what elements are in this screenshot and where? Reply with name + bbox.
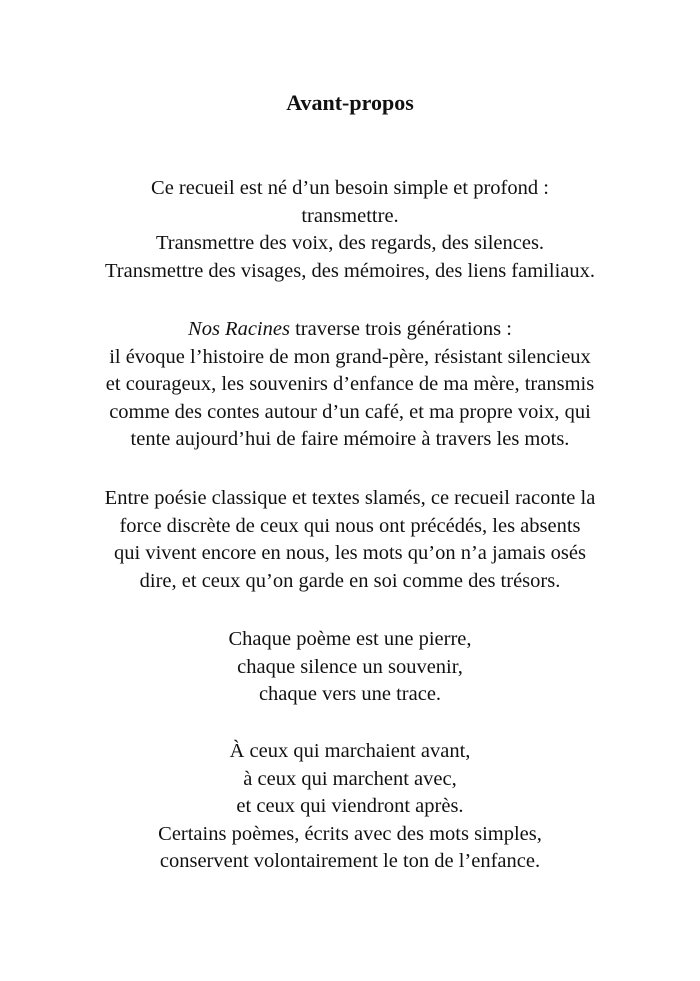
text-line: tente aujourd’hui de faire mémoire à travers les mots. <box>130 428 570 451</box>
text-line: force discrète de ceux qui nous ont précédés, les absents <box>119 514 581 537</box>
text-line: qui vivent encore en nous, les mots qu’on n’a jamais osés <box>114 542 586 565</box>
book-title: Nos Racines <box>188 318 290 340</box>
paragraph-1 <box>0 175 700 285</box>
text-line: Transmettre des visages, des mémoires, des liens familiaux. <box>104 259 595 282</box>
text-line: comme des contes autour d’un café, et ma propre voix, qui <box>109 400 591 423</box>
text-line: Ce recueil est né d’un besoin simple et profond : <box>151 177 549 199</box>
paragraph-3 <box>0 485 700 595</box>
text-line: il évoque l’histoire de mon grand-père, résistant silencieux <box>109 345 591 368</box>
paragraph-2 <box>0 316 700 454</box>
paragraph-5 <box>0 738 700 876</box>
text-line: dire, et ceux qu’on garde en soi comme des trésors. <box>139 569 561 592</box>
text-line: Transmettre des voix, des regards, des silences. <box>155 232 545 255</box>
text-line <box>0 316 700 344</box>
text-line: à ceux qui marchent avec, <box>243 767 457 790</box>
text-line: transmettre. <box>301 204 399 227</box>
page-title: Avant-propos <box>286 90 414 115</box>
text-line: conservent volontairement le ton de l’enfance. <box>159 850 541 873</box>
text-fragment: traverse trois générations : <box>289 318 512 340</box>
paragraph-4 <box>0 626 700 709</box>
text-line: Certains poèmes, écrits avec des mots simples, <box>158 822 542 845</box>
text-line: Entre poésie classique et textes slamés, ce recueil raconte la <box>104 487 596 509</box>
text-line: et courageux, les souvenirs d’enfance de ma mère, transmis <box>105 373 595 396</box>
text-line: Chaque poème est une pierre, <box>228 628 472 650</box>
text-line: et ceux qui viendront après. <box>236 795 464 818</box>
text-line: chaque vers une trace. <box>258 683 442 706</box>
text-line: À ceux qui marchaient avant, <box>229 740 471 762</box>
text-line: chaque silence un souvenir, <box>237 655 463 678</box>
